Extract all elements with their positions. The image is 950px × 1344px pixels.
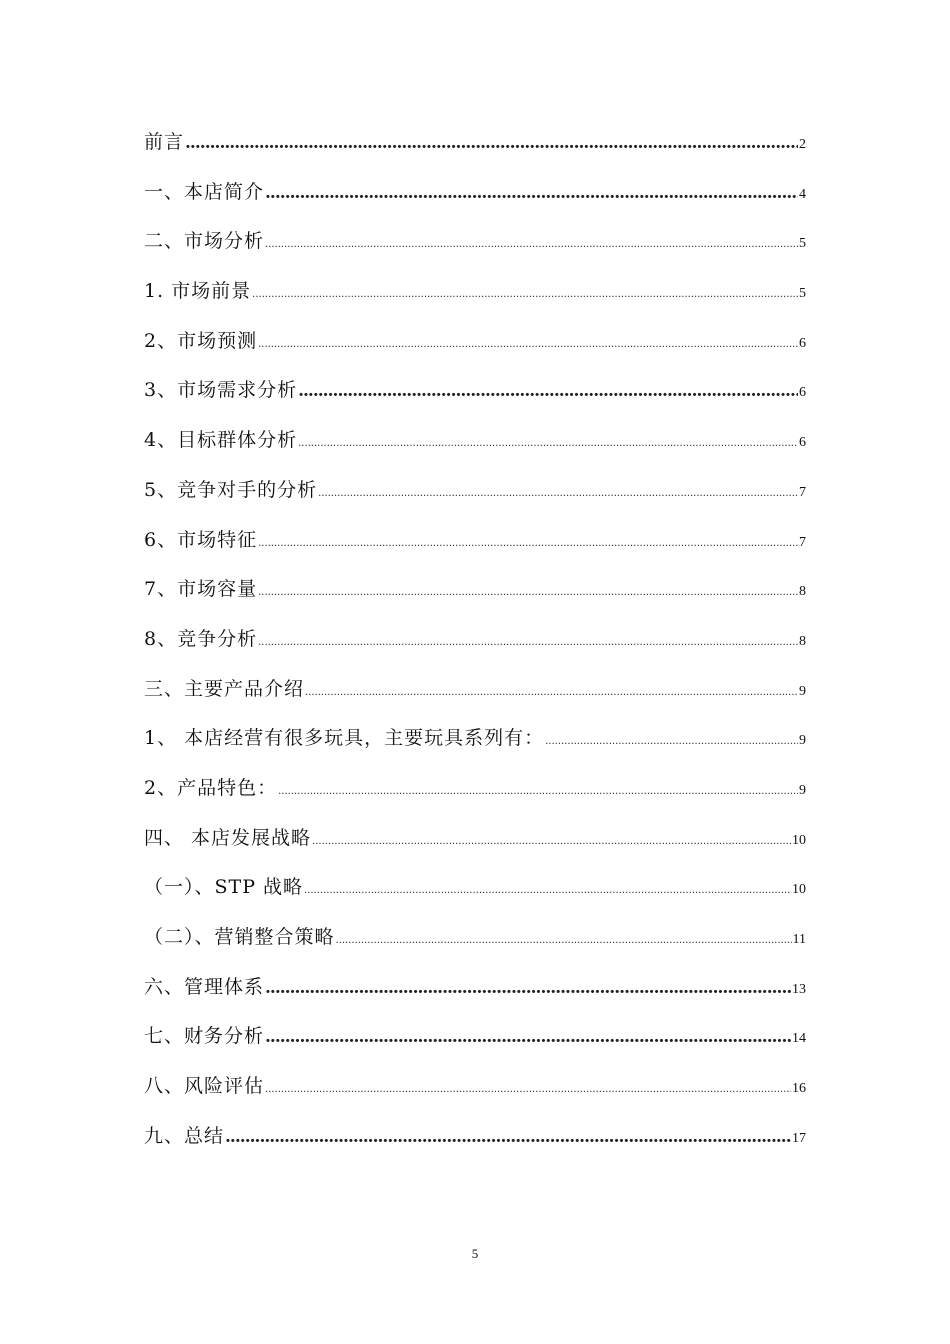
toc-entry-risk[interactable] bbox=[144, 1062, 806, 1112]
toc-entry-page: 8 bbox=[799, 633, 806, 649]
toc-dot-leader bbox=[298, 367, 798, 417]
toc-entry-page: 7 bbox=[799, 534, 806, 550]
toc-dot-leader bbox=[312, 817, 791, 867]
toc-entry-title: 六、管理体系 bbox=[144, 975, 265, 998]
toc-entry-competition[interactable] bbox=[144, 615, 806, 665]
toc-entry-page: 5 bbox=[799, 236, 806, 252]
table-of-contents bbox=[144, 118, 806, 1161]
toc-entry-page: 5 bbox=[799, 286, 806, 302]
toc-entry-title: 三、主要产品介绍 bbox=[144, 677, 305, 700]
toc-entry-market-analysis[interactable] bbox=[144, 217, 806, 267]
toc-entry-title: 8、竞争分析 bbox=[144, 627, 258, 650]
toc-dot-leader bbox=[305, 668, 798, 718]
toc-dot-leader bbox=[185, 119, 798, 169]
toc-dot-leader bbox=[304, 866, 791, 916]
toc-entry-store-intro[interactable] bbox=[144, 168, 806, 218]
toc-dot-leader bbox=[265, 1065, 791, 1115]
toc-entry-page: 17 bbox=[792, 1130, 806, 1146]
toc-entry-title: 二、市场分析 bbox=[144, 230, 265, 253]
toc-entry-title: 一、本店简介 bbox=[144, 180, 265, 203]
toc-entry-title: 八、风险评估 bbox=[144, 1075, 265, 1098]
toc-dot-leader bbox=[258, 568, 798, 618]
toc-entry-page: 14 bbox=[792, 1031, 806, 1047]
toc-entry-demand-analysis[interactable] bbox=[144, 366, 806, 416]
toc-entry-title: （一）、STP 战略 bbox=[144, 876, 304, 899]
toc-entry-page: 9 bbox=[799, 782, 806, 798]
toc-dot-leader bbox=[265, 964, 791, 1014]
toc-entry-title: 2、市场预测 bbox=[144, 329, 258, 352]
toc-entry-title: 七、财务分析 bbox=[144, 1025, 265, 1048]
toc-entry-stp-strategy[interactable] bbox=[144, 863, 806, 913]
toc-entry-competitors[interactable] bbox=[144, 466, 806, 516]
toc-entry-market-capacity[interactable] bbox=[144, 565, 806, 615]
toc-entry-title: 前言 bbox=[144, 131, 185, 153]
toc-entry-page: 9 bbox=[799, 733, 806, 749]
toc-dot-leader bbox=[225, 1113, 791, 1163]
toc-entry-title: 5、竞争对手的分析 bbox=[144, 478, 318, 501]
toc-entry-marketing-integration[interactable] bbox=[144, 913, 806, 963]
toc-entry-product-features[interactable] bbox=[144, 764, 806, 814]
toc-entry-market-prospects[interactable] bbox=[144, 267, 806, 317]
toc-entry-title: （二）、营销整合策略 bbox=[144, 926, 335, 948]
toc-entry-management[interactable] bbox=[144, 963, 806, 1013]
toc-dot-leader bbox=[265, 220, 798, 270]
toc-entry-page: 9 bbox=[799, 683, 806, 699]
toc-entry-toy-series[interactable] bbox=[144, 714, 806, 764]
toc-entry-page: 6 bbox=[799, 335, 806, 351]
toc-entry-page: 8 bbox=[799, 584, 806, 600]
toc-entry-page: 10 bbox=[792, 832, 806, 848]
toc-entry-title: 2、产品特色： bbox=[144, 776, 278, 799]
toc-dot-leader bbox=[258, 320, 798, 370]
toc-dot-leader bbox=[336, 916, 792, 966]
toc-dot-leader bbox=[258, 618, 798, 668]
toc-entry-target-group[interactable] bbox=[144, 416, 806, 466]
toc-entry-strategy[interactable] bbox=[144, 814, 806, 864]
page-number: 5 bbox=[471, 1246, 479, 1261]
toc-entry-page: 7 bbox=[799, 484, 806, 500]
toc-entry-page: 6 bbox=[799, 385, 806, 401]
toc-entry-title: 九、总结 bbox=[144, 1124, 225, 1147]
toc-entry-summary[interactable] bbox=[144, 1112, 806, 1162]
toc-entry-page: 13 bbox=[792, 981, 806, 997]
toc-entry-market-features[interactable] bbox=[144, 516, 806, 566]
toc-entry-title: 6、市场特征 bbox=[144, 528, 258, 551]
toc-dot-leader bbox=[278, 767, 798, 817]
toc-entry-page: 6 bbox=[799, 435, 806, 451]
toc-entry-title: 4、目标群体分析 bbox=[144, 429, 298, 452]
toc-entry-page: 11 bbox=[792, 932, 806, 947]
toc-entry-finance[interactable] bbox=[144, 1012, 806, 1062]
toc-entry-title: 1、 本店经营有很多玩具，主要玩具系列有： bbox=[144, 727, 545, 750]
toc-entry-products[interactable] bbox=[144, 665, 806, 715]
toc-dot-leader bbox=[265, 1013, 791, 1063]
toc-dot-leader bbox=[545, 717, 798, 767]
toc-entry-page: 10 bbox=[792, 882, 806, 898]
toc-entry-title: 3、市场需求分析 bbox=[144, 379, 298, 402]
toc-entry-market-forecast[interactable] bbox=[144, 317, 806, 367]
toc-entry-page: 16 bbox=[792, 1081, 806, 1097]
toc-dot-leader bbox=[252, 270, 798, 320]
toc-entry-title: 1. 市场前景 bbox=[144, 280, 252, 303]
toc-entry-page: 4 bbox=[799, 186, 806, 202]
toc-entry-page: 2 bbox=[799, 137, 806, 152]
toc-entry-title: 7、市场容量 bbox=[144, 578, 258, 601]
toc-dot-leader bbox=[258, 519, 798, 569]
toc-entry-preface[interactable] bbox=[144, 118, 806, 168]
toc-dot-leader bbox=[298, 419, 798, 469]
toc-entry-title: 四、 本店发展战略 bbox=[144, 826, 312, 849]
toc-dot-leader bbox=[318, 469, 798, 519]
toc-dot-leader bbox=[265, 169, 798, 219]
